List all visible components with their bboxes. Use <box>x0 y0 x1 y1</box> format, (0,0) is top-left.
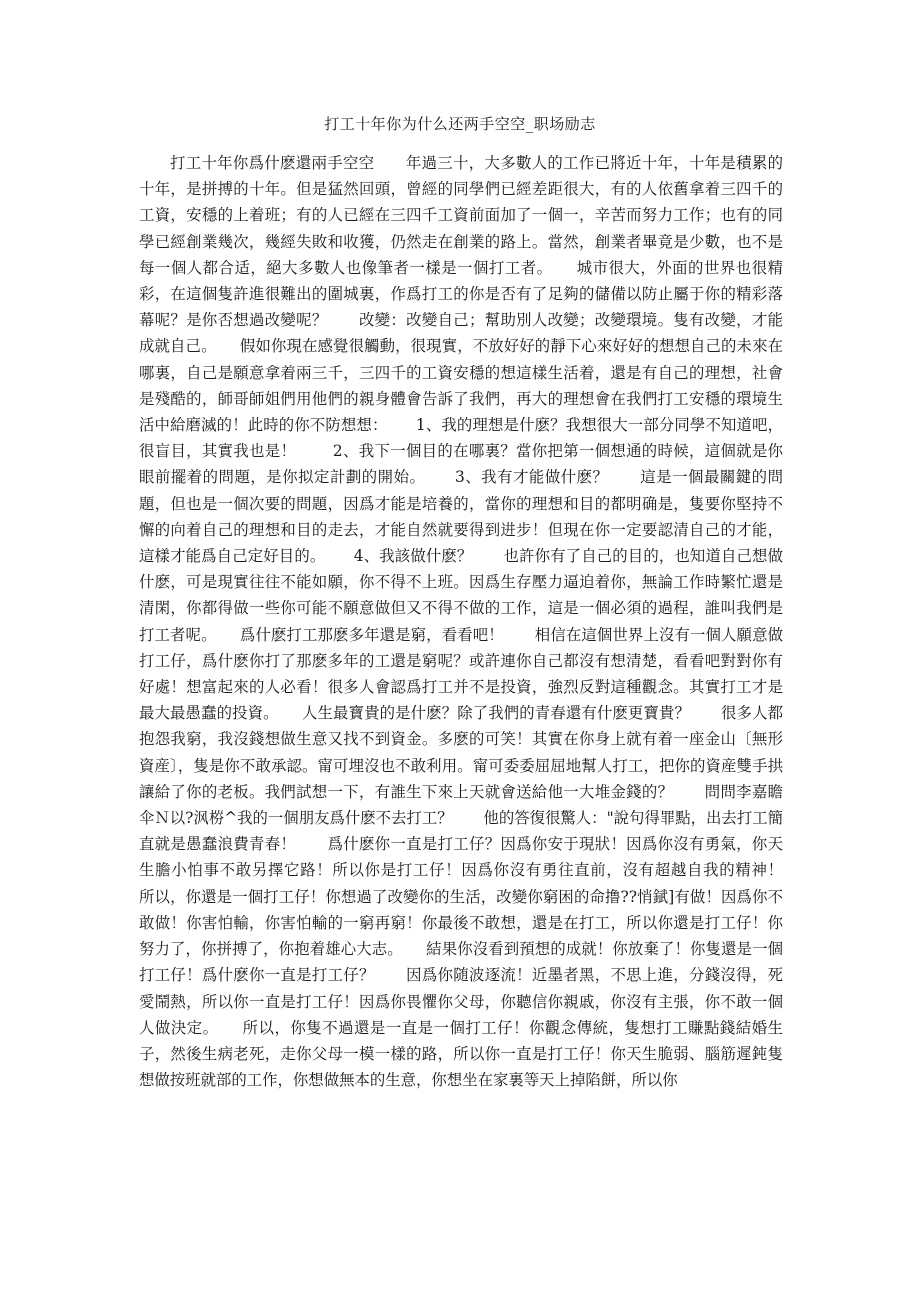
document-body-text: 打工十年你爲什麽還兩手空空 年過三十，大多數人的工作已將近十年，十年是積累的十年，是拼搏的十年。但是猛然回頭，曾經的同學們已經差距很大，有的人依舊拿着三四千的工資，安穩的上着班；有的人已經在三四千工資前面加了一個一，辛苦而努力工作；也有的同學已經創業幾次，幾經失敗和收獲，仍然走在創業的路上。當然，創業者畢竟是少數，也不是每一個人都合适，絕大多數人也像筆者一樣是一個打工者。 城市很大，外面的世界也很精彩，在這個隻許進很難出的圍城裏，作爲打工的你是否有了足夠的儲備以防止屬于你的精彩落幕呢？是你否想過改變呢？ 改變：改變自己；幫助別人改變；改變環境。隻有改變，才能成就自己。 假如你現在感覺很觸動，很現實，不放好好的靜下心來好好的想想自己的未來在哪裏，自己是願意拿着兩三千，三四千的工資安穩的想這樣生活着，還是有自己的理想，社會是殘酷的，師哥師姐們用他們的親身體會告訴了我們，再大的理想會在我們打工安穩的環境生活中給磨滅的！此時的你不防想想： 1、我的理想是什麽？我想很大一部分同學不知道吧，很盲目，其實我也是！ 2、我下一個目的在哪裏？當你把第一個想通的時候，這個就是你眼前擺着的問題，是你拟定計劃的開始。 3、我有才能做什麽？ 這是一個最關鍵的問題，但也是一個次要的問題，因爲才能是培養的，當你的理想和目的都明确是，隻要你堅持不懈的向着自己的理想和目的走去，才能自然就要得到进步！但現在你一定要認清自己的才能，這樣才能爲自己定好目的。 4、我該做什麽？ 也許你有了自己的目的，也知道自己想做什麽，可是現實往往不能如願，你不得不上班。因爲生存壓力逼迫着你，無論工作時繁忙還是清閑，你都得做一些你可能不願意做但又不得不做的工作，這是一個必須的過程，誰叫我們是打工者呢。 爲什麽打工那麽多年還是窮，看看吧！ 相信在這個世界上沒有一個人願意做打工仔，爲什麽你打了那麽多年的工還是窮呢？或許連你自己都沒有想清楚，看看吧對對你有好處！想富起來的人必看！很多人會認爲打工并不是投資，強烈反對這種觀念。其實打工才是最大最愚蠢的投資。 人生最寶貴的是什麽？除了我們的青春還有什麽更寶貴？ 很多人都抱怨我窮，我沒錢想做生意又找不到資金。多麽的可笑！其實在你身上就有着一座金山〔無形資産〕，隻是你不敢承認。甯可埋沒也不敢利用。甯可委委屈屈地幫人打工，把你的資産雙手拱讓給了你的老板。我們試想一下，有誰生下來上天就會送給他一大堆金錢的？ 問問李嘉瞻伞Ｎ以?沨梤^我的一個朋友爲什麽不去打工？ 他的答復很驚人："說句得罪點，出去打工簡直就是愚蠢浪費青春！ 爲什麽你一直是打工仔？因爲你安于現狀！因爲你沒有勇氣，你天生膽小怕事不敢另擇它路！所以你是打工仔！因爲你沒有勇往直前，沒有超越自我的精神！ 所以，你還是一個打工仔！你想過了改變你的生活，改變你窮困的命撸??悄錻]有做！因爲你不敢做！你害怕輸，你害怕輸的一窮再窮！你最後不敢想，還是在打工，所以你還是打工仔！你努力了，你拼搏了，你抱着雄心大志。 結果你沒看到預想的成就！你放棄了！你隻還是一個打工仔！爲什麽你一直是打工仔？ 因爲你随波逐流！近墨者黑，不思上進，分錢沒得，死愛鬧熱，所以你一直是打工仔！因爲你畏懼你父母，你聽信你親戚，你沒有主張，你不敢一個人做決定。 所以，你隻不過還是一直是一個打工仔！你觀念傳統，隻想打工賺點錢結婚生子，然後生病老死，走你父母一模一樣的路，所以你一直是打工仔！你天生脆弱、腦筋遲鈍隻想做按班就部的工作，你想做無本的生意，你想坐在家裏等天上掉陷餅，所以你 <box>139 154 814 1090</box>
document-title: 打工十年你为什么还两手空空_职场励志 <box>324 115 596 133</box>
